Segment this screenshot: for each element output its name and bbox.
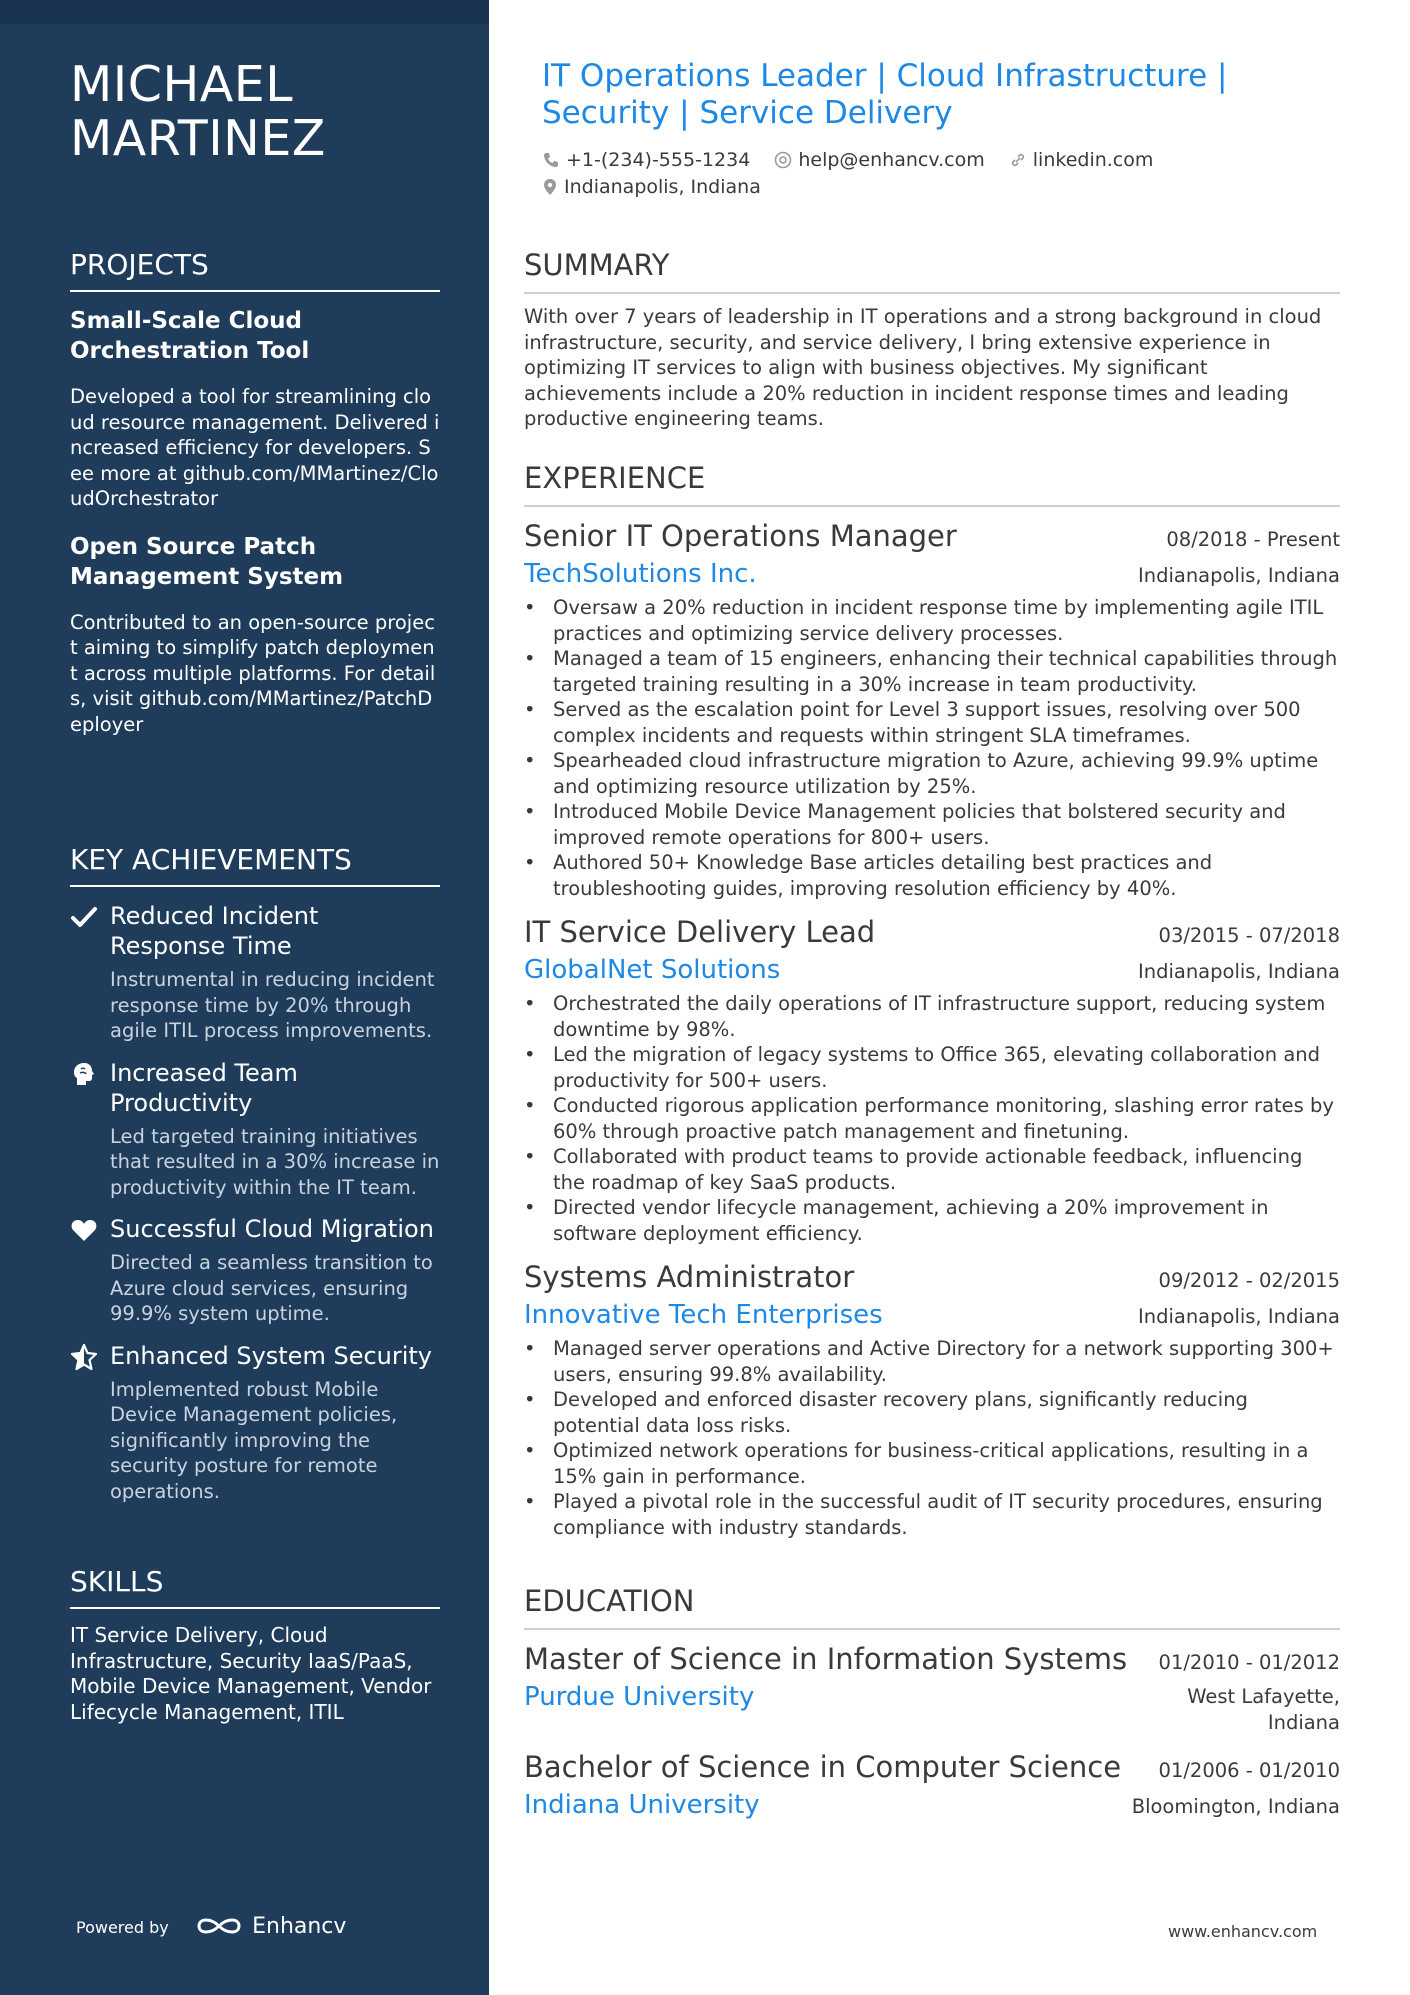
bullet-item: • Developed and enforced disaster recovery plans, significantly reducing potential data loss risks. — [524, 1387, 1340, 1438]
project-item — [70, 532, 440, 738]
project-description: Developed a tool for streamlining cloud resource management. Delivered increased efficiency for developers. See more at github.com/MMartinez/CloudOrchestrator — [70, 385, 440, 510]
job-location: Indianapolis, Indiana — [1137, 1305, 1340, 1328]
job-location: Indianapolis, Indiana — [1137, 564, 1340, 587]
contact-row — [542, 148, 1342, 171]
education-section — [524, 1584, 1340, 1836]
achievement-title: Enhanced System Security — [110, 1341, 433, 1370]
phone-text: +1-(234)-555-1234 — [566, 148, 751, 171]
achievement-description: Instrumental in reducing incident response time by 20% through agile ITIL process improvements. — [110, 968, 435, 1042]
achievement-title: Increased Team Productivity — [110, 1058, 298, 1117]
bullet-item: • Managed server operations and Active Directory for a network supporting 300+ users, ensuring 99.8% availability. — [524, 1336, 1340, 1387]
heart-icon — [70, 1216, 98, 1244]
footer-url[interactable]: www.enhancv.com — [1168, 1922, 1318, 1941]
bullet-item: • Authored 50+ Knowledge Base articles detailing best practices and troubleshooting guides, improving resolution efficiency by 40%. — [524, 850, 1340, 901]
sidebar-top-bar — [0, 0, 489, 24]
school-location: West Lafayette, Indiana — [1187, 1685, 1340, 1734]
education-dates: 01/2006 - 01/2010 — [1158, 1759, 1340, 1782]
achievement-title: Successful Cloud Migration — [110, 1215, 434, 1243]
contact-phone[interactable] — [542, 149, 750, 171]
project-title: Open Source Patch Management System — [70, 533, 344, 590]
powered-by-label: Powered by — [76, 1918, 169, 1937]
project-title: Small-Scale Cloud Orchestration Tool — [70, 308, 310, 364]
summary-section — [524, 248, 1340, 432]
name-first: MICHAEL — [70, 56, 294, 113]
achievement-item — [70, 1058, 440, 1201]
link-icon — [1009, 151, 1027, 169]
location-text: Indianapolis, Indiana — [564, 175, 761, 198]
summary-heading: SUMMARY — [524, 248, 1340, 294]
phone-icon — [542, 151, 560, 169]
job-title: IT Service Delivery Lead — [524, 915, 876, 949]
school-location: Bloomington, Indiana — [1131, 1795, 1340, 1818]
bullet-item: • Introduced Mobile Device Management policies that bolstered security and improved remote operations for 800+ users. — [524, 799, 1340, 850]
job-bullets — [524, 1336, 1340, 1540]
education-entry — [524, 1640, 1340, 1736]
enhancv-logo — [195, 1912, 346, 1940]
bullet-item: • Collaborated with product teams to provide actionable feedback, influencing the roadmap of key SaaS products. — [524, 1144, 1340, 1195]
experience-heading: EXPERIENCE — [524, 461, 1340, 507]
school-name: Purdue University — [524, 1682, 755, 1712]
job-company: Innovative Tech Enterprises — [524, 1300, 883, 1330]
bullet-item: • Spearheaded cloud infrastructure migration to Azure, achieving 99.9% uptime and optimizing resource utilization by 25%. — [524, 748, 1340, 799]
linkedin-text: linkedin.com — [1032, 148, 1154, 171]
job-dates: 03/2015 - 07/2018 — [1158, 924, 1340, 947]
bullet-item: • Optimized network operations for business-critical applications, resulting in a 15% gain in performance. — [524, 1438, 1340, 1489]
bullet-item: • Directed vendor lifecycle management, achieving a 20% improvement in software deployment efficiency. — [524, 1195, 1340, 1246]
job-dates: 08/2018 - Present — [1166, 528, 1340, 551]
job-dates: 09/2012 - 02/2015 — [1158, 1269, 1340, 1292]
projects-section — [70, 248, 440, 757]
summary-text: With over 7 years of leadership in IT operations and a strong background in cloud infrastructure, security, and service delivery, I bring extensive experience in optimizing IT services to align with business objectives. My significant achievements include a 20% reduction in incident response times and leading productive engineering teams. — [524, 305, 1322, 430]
job-title: Senior IT Operations Manager — [524, 519, 957, 553]
achievements-section — [70, 843, 440, 1518]
job-title: Systems Administrator — [524, 1260, 855, 1294]
job-location: Indianapolis, Indiana — [1137, 960, 1340, 983]
brain-icon — [70, 1060, 98, 1088]
job-entry — [524, 1258, 1340, 1540]
degree-title: Master of Science in Information Systems — [524, 1642, 1128, 1676]
email-text: help@enhancv.com — [798, 148, 985, 171]
star-half-icon — [70, 1343, 98, 1371]
achievement-description: Implemented robust Mobile Device Management policies, significantly improving the security posture for remote operations. — [110, 1377, 398, 1503]
bullet-item: • Oversaw a 20% reduction in incident response time by implementing agile ITIL practices and optimizing service delivery processes. — [524, 595, 1340, 646]
education-heading: EDUCATION — [524, 1584, 1340, 1630]
bullet-item: • Conducted rigorous application performance monitoring, slashing error rates by 60% through proactive patch management and finetuning. — [524, 1093, 1340, 1144]
achievement-description: Led targeted training initiatives that resulted in a 30% increase in productivity within the IT team. — [110, 1124, 440, 1199]
project-item — [70, 306, 440, 512]
enhancv-logo-icon — [195, 1912, 243, 1940]
achievement-item — [70, 1341, 440, 1505]
school-name: Indiana University — [524, 1790, 760, 1820]
bullet-item: • Managed a team of 15 engineers, enhancing their technical capabilities through targeted training resulting in a 30% increase in team productivity. — [524, 646, 1340, 697]
bullet-item: • Led the migration of legacy systems to Office 365, elevating collaboration and productivity for 500+ users. — [524, 1042, 1340, 1093]
skills-heading: SKILLS — [70, 1565, 440, 1609]
candidate-name — [70, 58, 470, 166]
projects-heading: PROJECTS — [70, 248, 440, 292]
project-description: Contributed to an open-source project aiming to simplify patch deployment across multiple platforms. For details, visit github.com/MMartinez/PatchDeployer — [70, 610, 436, 736]
contact-email[interactable] — [774, 149, 984, 171]
job-bullets — [524, 595, 1340, 901]
job-entry — [524, 517, 1340, 901]
headline: IT Operations Leader | Cloud Infrastructure | Security | Service Delivery — [542, 58, 1228, 131]
achievement-item — [70, 901, 440, 1044]
job-bullets — [524, 991, 1340, 1246]
contact-row-2 — [542, 175, 1342, 198]
achievement-description: Directed a seamless transition to Azure cloud services, ensuring 99.9% system uptime. — [110, 1251, 433, 1325]
contact-location — [542, 176, 761, 198]
achievements-heading: KEY ACHIEVEMENTS — [70, 843, 440, 887]
skills-list: IT Service Delivery, Cloud Infrastructure, Security IaaS/PaaS, Mobile Device Management, Vendor Lifecycle Management, ITIL — [70, 1623, 432, 1724]
location-pin-icon — [542, 178, 558, 196]
at-icon — [774, 151, 792, 169]
education-entry — [524, 1748, 1340, 1824]
enhancv-brand-text: Enhancv — [252, 1913, 347, 1939]
bullet-item: • Orchestrated the daily operations of IT infrastructure support, reducing system downtime by 98%. — [524, 991, 1340, 1042]
skills-section — [70, 1565, 440, 1725]
name-last: MARTINEZ — [70, 110, 326, 167]
achievement-title: Reduced Incident Response Time — [110, 902, 319, 960]
sidebar — [0, 0, 489, 1995]
contact-linkedin[interactable] — [1009, 149, 1154, 171]
education-dates: 01/2010 - 01/2012 — [1158, 1651, 1340, 1674]
degree-title: Bachelor of Science in Computer Science — [524, 1750, 1122, 1784]
experience-section — [524, 461, 1340, 1552]
job-company: GlobalNet Solutions — [524, 955, 781, 985]
check-icon — [70, 903, 98, 931]
bullet-item: • Played a pivotal role in the successful audit of IT security procedures, ensuring compliance with industry standards. — [524, 1489, 1340, 1540]
job-entry — [524, 913, 1340, 1246]
bullet-item: • Served as the escalation point for Level 3 support issues, resolving over 500 complex incidents and requests within stringent SLA timeframes. — [524, 697, 1340, 748]
achievement-item — [70, 1214, 440, 1327]
job-company: TechSolutions Inc. — [524, 559, 757, 589]
